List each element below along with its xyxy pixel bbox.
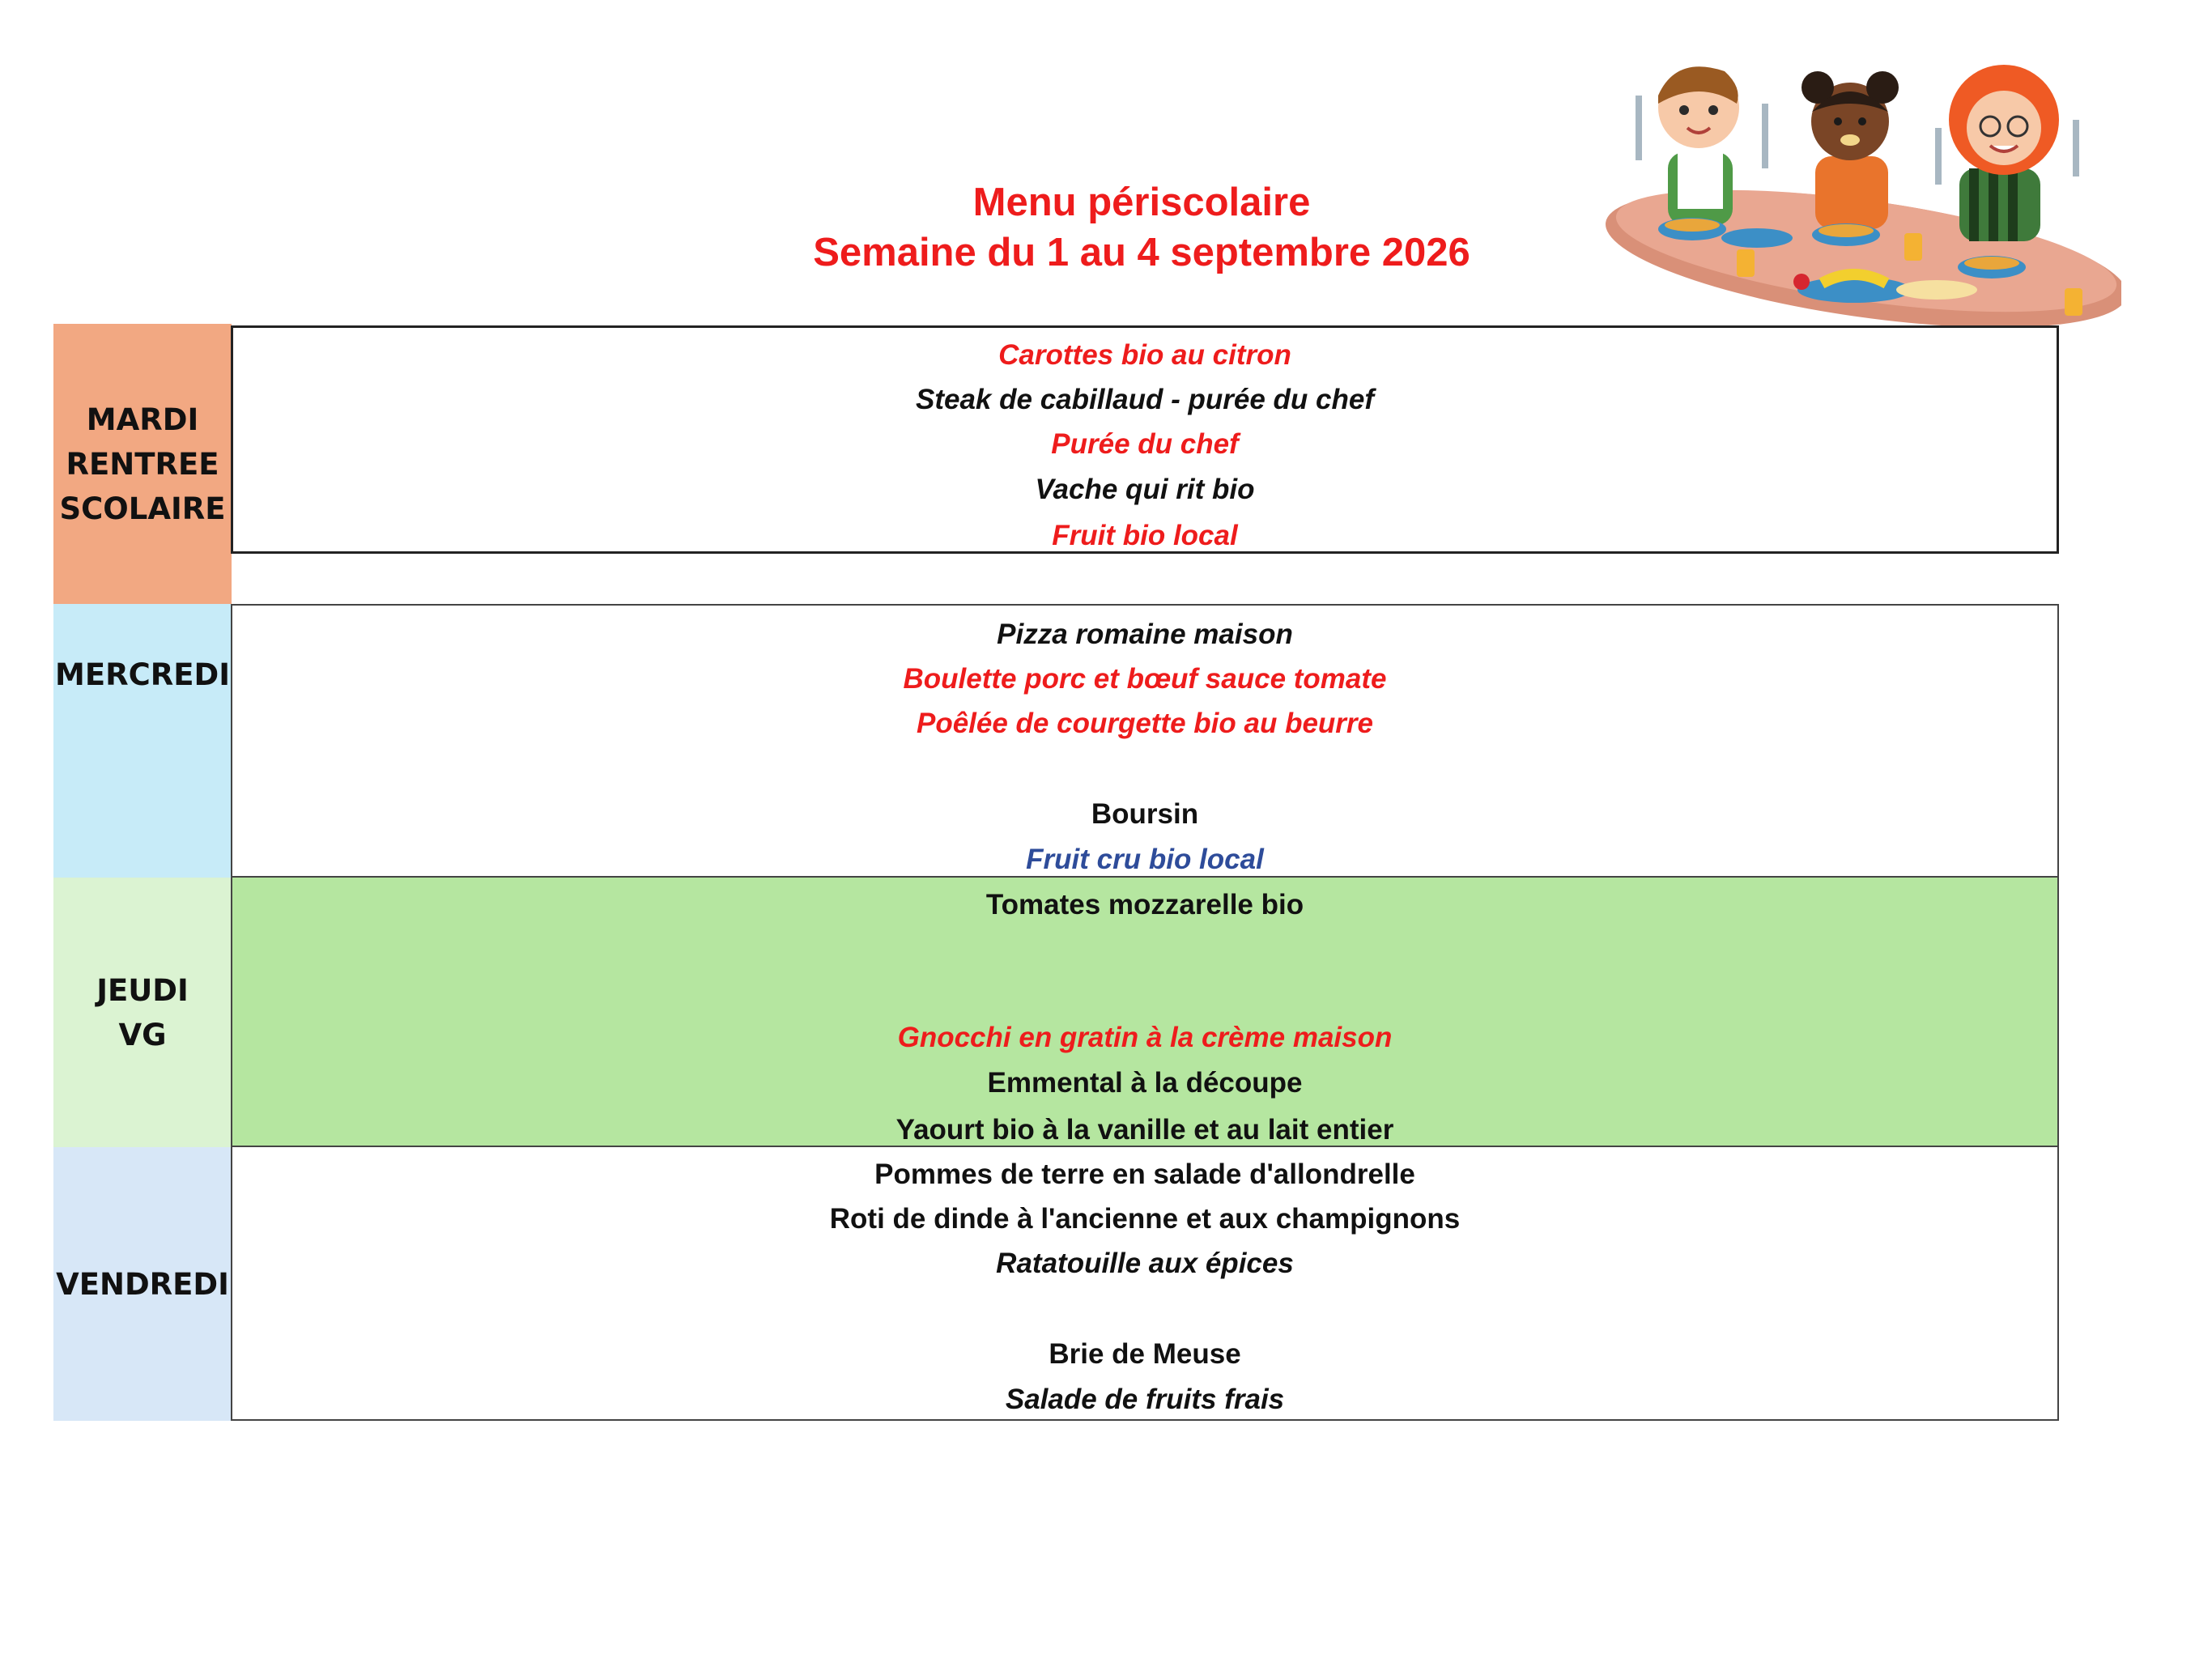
menu-item: Emmental à la découpe — [987, 1067, 1303, 1099]
menu-box-mercredi — [231, 604, 2059, 878]
menu-item: Fruit bio local — [1052, 520, 1238, 551]
day-label-mardi: MARDI RENTREE SCOLAIRE — [53, 324, 232, 604]
day-label-jeudi: JEUDI VG — [53, 878, 232, 1147]
menu-item: Tomates mozzarelle bio — [985, 889, 1304, 920]
menu-item: Boulette porc et bœuf sauce tomate — [903, 663, 1387, 695]
day-label-vendredi: VENDREDI — [53, 1147, 232, 1421]
menu-title: Menu périscolaire — [972, 181, 1311, 224]
menu-item: Vache qui rit bio — [1035, 474, 1255, 505]
day-label-mercredi: MERCREDI — [53, 604, 232, 878]
menu-box-jeudi — [231, 878, 2059, 1147]
menu-item: Carottes bio au citron — [998, 339, 1291, 371]
menu-item: Yaourt bio à la vanille et au lait entier — [895, 1114, 1394, 1146]
menu-item: Pommes de terre en salade d'allondrelle — [874, 1158, 1415, 1190]
menu-item: Ratatouille aux épices — [996, 1248, 1294, 1279]
menu-item: Boursin — [1091, 798, 1199, 830]
menu-box-vendredi — [231, 1147, 2059, 1421]
menu-item: Purée du chef — [1051, 428, 1239, 460]
menu-item: Poêlée de courgette bio au beurre — [916, 708, 1374, 739]
children-eating-illustration — [1603, 47, 2121, 332]
menu-item: Roti de dinde à l'ancienne et aux champignons — [829, 1203, 1461, 1235]
week-subtitle: Semaine du 1 au 4 septembre 2026 — [813, 231, 1470, 274]
menu-item: Salade de fruits frais — [1005, 1384, 1285, 1415]
menu-item: Pizza romaine maison — [997, 619, 1293, 650]
menu-item: Gnocchi en gratin à la crème maison — [897, 1022, 1393, 1053]
menu-item: Fruit cru bio local — [1026, 844, 1264, 875]
menu-box-mardi — [231, 325, 2059, 554]
menu-item: Brie de Meuse — [1049, 1338, 1241, 1370]
menu-item: Steak de cabillaud - purée du chef — [916, 384, 1374, 415]
